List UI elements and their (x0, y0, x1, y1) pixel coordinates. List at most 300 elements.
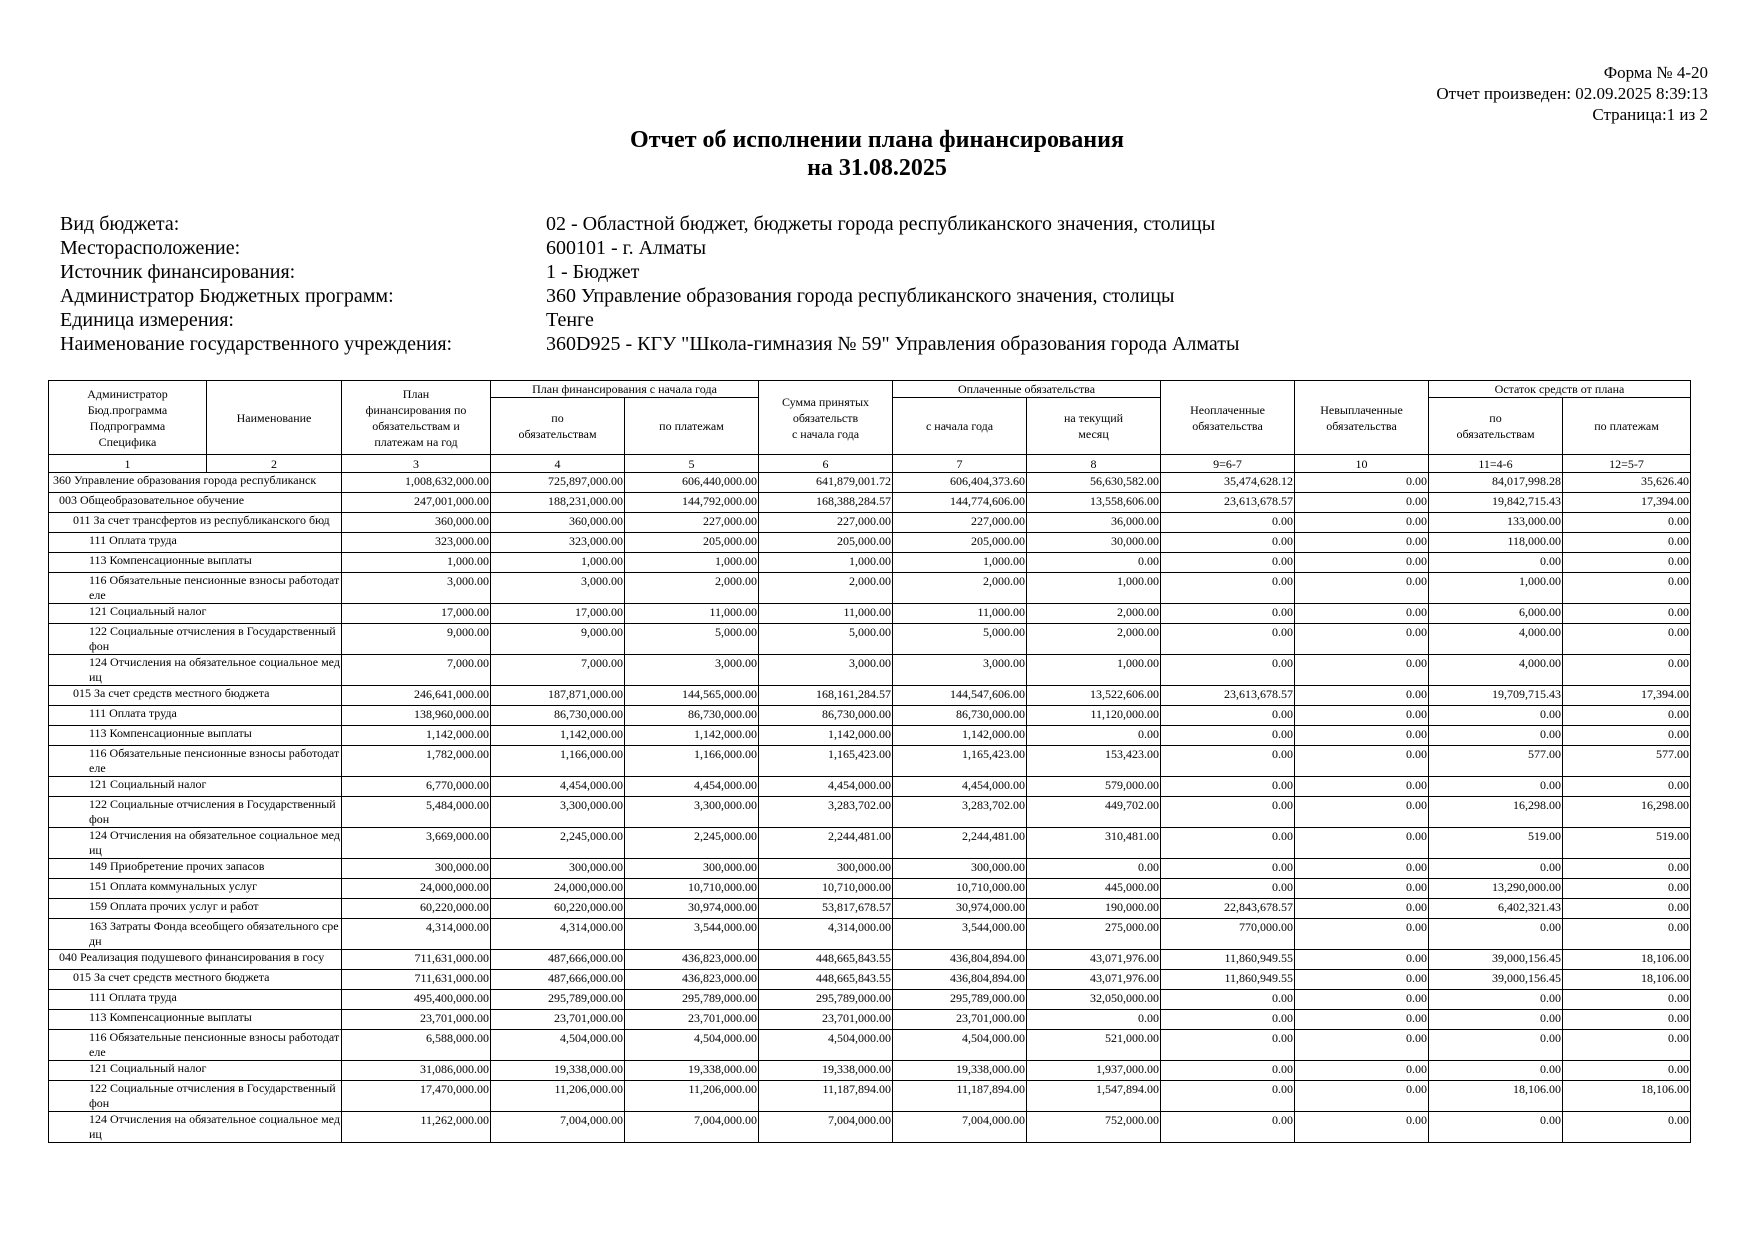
info-value: 600101 - г. Алматы (546, 237, 707, 259)
row-value: 153,423.00 (1027, 746, 1161, 777)
row-value: 0.00 (1295, 828, 1429, 859)
report-info-block (60, 212, 1239, 356)
row-value: 60,220,000.00 (491, 899, 625, 919)
row-value: 4,314,000.00 (491, 919, 625, 950)
row-value: 43,071,976.00 (1027, 950, 1161, 970)
row-value: 11,860,949.55 (1161, 950, 1295, 970)
row-value: 0.00 (1295, 950, 1429, 970)
table-row (49, 879, 1691, 899)
row-value: 641,879,001.72 (759, 473, 893, 493)
row-value: 18,106.00 (1563, 1081, 1691, 1112)
column-number: 3 (342, 455, 491, 473)
table-row (49, 1081, 1691, 1112)
row-value: 6,000.00 (1429, 604, 1563, 624)
row-value: 711,631,000.00 (342, 950, 491, 970)
row-value: 3,000.00 (625, 655, 759, 686)
row-value: 0.00 (1295, 899, 1429, 919)
header-plan-start: План финансирования с начала года (491, 381, 759, 398)
table-row (49, 859, 1691, 879)
row-value: 1,142,000.00 (625, 726, 759, 746)
row-value: 0.00 (1429, 777, 1563, 797)
header-plan-pay: по платежам (625, 398, 759, 455)
row-name: 360 Управление образования города республиканск (49, 473, 342, 493)
row-value: 436,804,894.00 (893, 970, 1027, 990)
row-value: 0.00 (1563, 553, 1691, 573)
row-value: 4,000.00 (1429, 655, 1563, 686)
row-value: 11,187,894.00 (759, 1081, 893, 1112)
row-value: 0.00 (1563, 513, 1691, 533)
row-value: 0.00 (1161, 553, 1295, 573)
header-plan-year: План финансирования по обязательствам и платежам на год (342, 381, 491, 455)
row-value: 2,244,481.00 (759, 828, 893, 859)
header-accepted: Сумма принятых обязательств с начала года (759, 381, 893, 455)
row-value: 30,974,000.00 (625, 899, 759, 919)
table-row (49, 950, 1691, 970)
row-value: 23,701,000.00 (893, 1010, 1027, 1030)
column-number: 7 (893, 455, 1027, 473)
row-value: 32,050,000.00 (1027, 990, 1161, 1010)
table-row (49, 990, 1691, 1010)
row-value: 360,000.00 (491, 513, 625, 533)
info-row (60, 284, 1239, 308)
row-value: 144,774,606.00 (893, 493, 1027, 513)
row-value: 6,588,000.00 (342, 1030, 491, 1061)
row-value: 5,000.00 (893, 624, 1027, 655)
row-value: 23,701,000.00 (759, 1010, 893, 1030)
row-value: 17,000.00 (491, 604, 625, 624)
row-value: 0.00 (1429, 553, 1563, 573)
row-value: 35,626.40 (1563, 473, 1691, 493)
row-value: 4,454,000.00 (491, 777, 625, 797)
row-value: 0.00 (1563, 706, 1691, 726)
info-label: Единица измерения: (60, 309, 234, 331)
row-value: 1,000.00 (625, 553, 759, 573)
row-value: 521,000.00 (1027, 1030, 1161, 1061)
row-value: 60,220,000.00 (342, 899, 491, 919)
table-row (49, 797, 1691, 828)
row-value: 300,000.00 (759, 859, 893, 879)
row-value: 0.00 (1429, 919, 1563, 950)
row-name: 122 Социальные отчисления в Государственный фон (49, 797, 342, 828)
info-label: Администратор Бюджетных программ: (60, 285, 394, 307)
row-value: 19,709,715.43 (1429, 686, 1563, 706)
row-value: 0.00 (1563, 1112, 1691, 1143)
row-value: 436,804,894.00 (893, 950, 1027, 970)
page-indicator: Страница:1 из 2 (1592, 105, 1708, 124)
table-body (49, 473, 1691, 1143)
report-title-date: на 31.08.2025 (807, 155, 947, 181)
info-value: 360 Управление образования города республиканского значения, столицы (546, 285, 1175, 307)
row-name: 149 Приобретение прочих запасов (49, 859, 342, 879)
row-value: 86,730,000.00 (625, 706, 759, 726)
row-value: 39,000,156.45 (1429, 970, 1563, 990)
row-value: 18,106.00 (1563, 950, 1691, 970)
row-value: 0.00 (1295, 706, 1429, 726)
row-value: 11,187,894.00 (893, 1081, 1027, 1112)
row-value: 205,000.00 (893, 533, 1027, 553)
row-value: 11,120,000.00 (1027, 706, 1161, 726)
row-value: 16,298.00 (1563, 797, 1691, 828)
row-value: 3,300,000.00 (491, 797, 625, 828)
row-value: 24,000,000.00 (342, 879, 491, 899)
row-value: 0.00 (1563, 573, 1691, 604)
row-value: 3,000.00 (491, 573, 625, 604)
row-value: 0.00 (1563, 655, 1691, 686)
table-row (49, 1112, 1691, 1143)
row-value: 2,244,481.00 (893, 828, 1027, 859)
row-value: 0.00 (1295, 1010, 1429, 1030)
row-value: 711,631,000.00 (342, 970, 491, 990)
row-value: 0.00 (1295, 655, 1429, 686)
row-value: 227,000.00 (759, 513, 893, 533)
row-name: 011 За счет трансфертов из республиканского бюд (49, 513, 342, 533)
row-value: 1,008,632,000.00 (342, 473, 491, 493)
row-name: 124 Отчисления на обязательное социальное медиц (49, 828, 342, 859)
row-value: 0.00 (1295, 1061, 1429, 1081)
header-remain: Остаток средств от плана (1429, 381, 1691, 398)
row-value: 17,470,000.00 (342, 1081, 491, 1112)
row-value: 2,245,000.00 (491, 828, 625, 859)
row-value: 1,166,000.00 (491, 746, 625, 777)
row-name: 113 Компенсационные выплаты (49, 553, 342, 573)
row-value: 133,000.00 (1429, 513, 1563, 533)
row-value: 0.00 (1161, 624, 1295, 655)
row-value: 19,338,000.00 (625, 1061, 759, 1081)
row-value: 23,613,678.57 (1161, 493, 1295, 513)
report-title-line1: Отчет об исполнении плана финансирования (630, 127, 1124, 153)
row-value: 17,394.00 (1563, 493, 1691, 513)
row-value: 0.00 (1161, 573, 1295, 604)
row-value: 752,000.00 (1027, 1112, 1161, 1143)
report-title (0, 126, 1754, 182)
row-value: 295,789,000.00 (625, 990, 759, 1010)
header-remain-obl: по обязательствам (1429, 398, 1563, 455)
row-value: 0.00 (1295, 553, 1429, 573)
row-value: 1,000.00 (1027, 655, 1161, 686)
row-value: 0.00 (1027, 1010, 1161, 1030)
row-value: 0.00 (1295, 473, 1429, 493)
table-row (49, 706, 1691, 726)
row-value: 0.00 (1027, 553, 1161, 573)
row-name: 113 Компенсационные выплаты (49, 1010, 342, 1030)
row-value: 310,481.00 (1027, 828, 1161, 859)
row-value: 1,547,894.00 (1027, 1081, 1161, 1112)
row-value: 0.00 (1295, 990, 1429, 1010)
table-row (49, 493, 1691, 513)
row-value: 3,283,702.00 (893, 797, 1027, 828)
row-value: 31,086,000.00 (342, 1061, 491, 1081)
row-value: 577.00 (1563, 746, 1691, 777)
row-value: 436,823,000.00 (625, 970, 759, 990)
row-value: 18,106.00 (1429, 1081, 1563, 1112)
row-value: 0.00 (1429, 1061, 1563, 1081)
info-label: Наименование государственного учреждения: (60, 333, 453, 355)
row-value: 300,000.00 (342, 859, 491, 879)
table-header (49, 381, 1691, 473)
row-value: 1,142,000.00 (759, 726, 893, 746)
row-value: 11,262,000.00 (342, 1112, 491, 1143)
row-value: 23,701,000.00 (625, 1010, 759, 1030)
header-paid: Оплаченные обязательства (893, 381, 1161, 398)
row-value: 13,522,606.00 (1027, 686, 1161, 706)
row-value: 10,710,000.00 (759, 879, 893, 899)
row-name: 151 Оплата коммунальных услуг (49, 879, 342, 899)
row-value: 6,770,000.00 (342, 777, 491, 797)
header-paid-start: с начала года (893, 398, 1027, 455)
table-row (49, 1061, 1691, 1081)
row-name: 122 Социальные отчисления в Государственный фон (49, 1081, 342, 1112)
row-value: 18,106.00 (1563, 970, 1691, 990)
row-name: 015 За счет средств местного бюджета (49, 970, 342, 990)
info-label: Источник финансирования: (60, 261, 296, 283)
row-value: 0.00 (1563, 604, 1691, 624)
row-value: 6,402,321.43 (1429, 899, 1563, 919)
row-value: 0.00 (1295, 533, 1429, 553)
header-plan-obl: по обязательствам (491, 398, 625, 455)
info-row (60, 212, 1239, 236)
row-value: 0.00 (1161, 533, 1295, 553)
row-value: 30,000.00 (1027, 533, 1161, 553)
row-value: 0.00 (1429, 1112, 1563, 1143)
row-value: 2,000.00 (1027, 604, 1161, 624)
financing-table (48, 380, 1691, 1143)
row-value: 0.00 (1161, 828, 1295, 859)
row-value: 11,860,949.55 (1161, 970, 1295, 990)
table-row (49, 473, 1691, 493)
column-number: 9=6-7 (1161, 455, 1295, 473)
row-name: 121 Социальный налог (49, 1061, 342, 1081)
row-value: 187,871,000.00 (491, 686, 625, 706)
table-row (49, 604, 1691, 624)
row-name: 003 Общеобразовательное обучение (49, 493, 342, 513)
row-value: 0.00 (1161, 859, 1295, 879)
info-value: Тенге (546, 309, 594, 331)
row-value: 0.00 (1295, 746, 1429, 777)
row-value: 1,937,000.00 (1027, 1061, 1161, 1081)
row-value: 2,245,000.00 (625, 828, 759, 859)
table-row (49, 828, 1691, 859)
row-value: 2,000.00 (625, 573, 759, 604)
row-value: 0.00 (1161, 513, 1295, 533)
row-value: 36,000.00 (1027, 513, 1161, 533)
row-value: 1,000.00 (759, 553, 893, 573)
row-value: 360,000.00 (342, 513, 491, 533)
row-value: 13,558,606.00 (1027, 493, 1161, 513)
column-number: 2 (207, 455, 342, 473)
table-row (49, 686, 1691, 706)
row-value: 0.00 (1563, 624, 1691, 655)
row-value: 0.00 (1295, 859, 1429, 879)
row-value: 0.00 (1027, 726, 1161, 746)
row-value: 487,666,000.00 (491, 970, 625, 990)
row-value: 0.00 (1563, 859, 1691, 879)
row-value: 275,000.00 (1027, 919, 1161, 950)
row-value: 1,000.00 (1429, 573, 1563, 604)
row-value: 16,298.00 (1429, 797, 1563, 828)
row-value: 0.00 (1563, 777, 1691, 797)
row-value: 0.00 (1295, 777, 1429, 797)
row-value: 138,960,000.00 (342, 706, 491, 726)
row-value: 323,000.00 (342, 533, 491, 553)
row-value: 487,666,000.00 (491, 950, 625, 970)
row-value: 17,394.00 (1563, 686, 1691, 706)
column-numbers-row (49, 455, 1691, 473)
row-value: 7,004,000.00 (893, 1112, 1027, 1143)
row-value: 7,004,000.00 (625, 1112, 759, 1143)
table-row (49, 1030, 1691, 1061)
row-value: 247,001,000.00 (342, 493, 491, 513)
row-value: 0.00 (1563, 533, 1691, 553)
row-value: 0.00 (1429, 726, 1563, 746)
row-value: 3,000.00 (893, 655, 1027, 686)
row-value: 0.00 (1295, 726, 1429, 746)
row-value: 7,000.00 (342, 655, 491, 686)
row-value: 86,730,000.00 (491, 706, 625, 726)
form-header (1436, 62, 1708, 125)
row-value: 86,730,000.00 (893, 706, 1027, 726)
row-value: 0.00 (1161, 1061, 1295, 1081)
row-value: 10,710,000.00 (893, 879, 1027, 899)
row-value: 0.00 (1563, 1010, 1691, 1030)
info-row (60, 260, 1239, 284)
row-value: 35,474,628.12 (1161, 473, 1295, 493)
column-number: 1 (49, 455, 207, 473)
row-value: 1,166,000.00 (625, 746, 759, 777)
table-row (49, 746, 1691, 777)
row-value: 190,000.00 (1027, 899, 1161, 919)
row-value: 227,000.00 (625, 513, 759, 533)
row-value: 7,004,000.00 (759, 1112, 893, 1143)
table-row (49, 573, 1691, 604)
row-value: 3,000.00 (342, 573, 491, 604)
row-value: 0.00 (1161, 1081, 1295, 1112)
table-row (49, 899, 1691, 919)
row-name: 116 Обязательные пенсионные взносы работодателе (49, 1030, 342, 1061)
row-value: 3,669,000.00 (342, 828, 491, 859)
row-value: 168,161,284.57 (759, 686, 893, 706)
row-value: 227,000.00 (893, 513, 1027, 533)
column-number: 4 (491, 455, 625, 473)
row-value: 0.00 (1295, 604, 1429, 624)
row-value: 1,142,000.00 (491, 726, 625, 746)
row-name: 116 Обязательные пенсионные взносы работодателе (49, 573, 342, 604)
info-label: Вид бюджета: (60, 213, 180, 235)
info-value: 360D925 - КГУ "Школа-гимназия № 59" Управления образования города Алматы (546, 333, 1240, 355)
form-number: Форма № 4-20 (1603, 63, 1708, 82)
row-value: 0.00 (1161, 1010, 1295, 1030)
row-value: 300,000.00 (491, 859, 625, 879)
info-value: 02 - Областной бюджет, бюджеты города республиканского значения, столицы (546, 213, 1216, 235)
row-name: 122 Социальные отчисления в Государственный фон (49, 624, 342, 655)
row-value: 0.00 (1161, 990, 1295, 1010)
row-name: 015 За счет средств местного бюджета (49, 686, 342, 706)
row-value: 725,897,000.00 (491, 473, 625, 493)
row-value: 1,000.00 (1027, 573, 1161, 604)
row-value: 295,789,000.00 (491, 990, 625, 1010)
report-produced: Отчет произведен: 02.09.2025 8:39:13 (1436, 84, 1708, 103)
header-remain-pay: по платежам (1563, 398, 1691, 455)
header-paid-month: на текущий месяц (1027, 398, 1161, 455)
row-value: 4,000.00 (1429, 624, 1563, 655)
row-value: 0.00 (1429, 990, 1563, 1010)
row-value: 0.00 (1563, 1061, 1691, 1081)
row-value: 0.00 (1161, 655, 1295, 686)
row-value: 2,000.00 (759, 573, 893, 604)
row-name: 040 Реализация подушевого финансирования в госу (49, 950, 342, 970)
row-value: 0.00 (1295, 513, 1429, 533)
row-value: 11,206,000.00 (625, 1081, 759, 1112)
row-value: 579,000.00 (1027, 777, 1161, 797)
row-value: 0.00 (1161, 797, 1295, 828)
row-value: 5,484,000.00 (342, 797, 491, 828)
row-name: 116 Обязательные пенсионные взносы работодателе (49, 746, 342, 777)
row-value: 43,071,976.00 (1027, 970, 1161, 990)
row-value: 2,000.00 (1027, 624, 1161, 655)
row-value: 300,000.00 (625, 859, 759, 879)
row-value: 4,314,000.00 (759, 919, 893, 950)
row-value: 188,231,000.00 (491, 493, 625, 513)
row-value: 323,000.00 (491, 533, 625, 553)
row-name: 159 Оплата прочих услуг и работ (49, 899, 342, 919)
row-value: 0.00 (1563, 879, 1691, 899)
row-name: 111 Оплата труда (49, 533, 342, 553)
row-value: 246,641,000.00 (342, 686, 491, 706)
table-row (49, 513, 1691, 533)
row-value: 445,000.00 (1027, 879, 1161, 899)
row-value: 39,000,156.45 (1429, 950, 1563, 970)
row-value: 144,792,000.00 (625, 493, 759, 513)
row-name: 111 Оплата труда (49, 706, 342, 726)
row-value: 0.00 (1161, 879, 1295, 899)
row-value: 1,000.00 (342, 553, 491, 573)
row-value: 23,613,678.57 (1161, 686, 1295, 706)
row-name: 124 Отчисления на обязательное социальное медиц (49, 655, 342, 686)
row-value: 205,000.00 (759, 533, 893, 553)
row-value: 0.00 (1161, 1030, 1295, 1061)
row-value: 86,730,000.00 (759, 706, 893, 726)
row-value: 0.00 (1429, 706, 1563, 726)
row-value: 0.00 (1295, 573, 1429, 604)
row-value: 0.00 (1429, 1030, 1563, 1061)
row-value: 13,290,000.00 (1429, 879, 1563, 899)
row-value: 770,000.00 (1161, 919, 1295, 950)
row-value: 4,504,000.00 (893, 1030, 1027, 1061)
row-value: 4,504,000.00 (625, 1030, 759, 1061)
row-value: 0.00 (1429, 1010, 1563, 1030)
row-value: 0.00 (1295, 919, 1429, 950)
row-value: 1,782,000.00 (342, 746, 491, 777)
row-value: 168,388,284.57 (759, 493, 893, 513)
row-value: 0.00 (1295, 879, 1429, 899)
row-name: 121 Социальный налог (49, 777, 342, 797)
row-value: 0.00 (1295, 970, 1429, 990)
row-value: 1,142,000.00 (893, 726, 1027, 746)
row-value: 17,000.00 (342, 604, 491, 624)
row-value: 24,000,000.00 (491, 879, 625, 899)
row-value: 3,544,000.00 (625, 919, 759, 950)
row-name: 163 Затраты Фонда всеобщего обязательного средн (49, 919, 342, 950)
row-value: 0.00 (1161, 604, 1295, 624)
row-value: 9,000.00 (342, 624, 491, 655)
header-unpaid: Неоплаченные обязательства (1161, 381, 1295, 455)
row-value: 53,817,678.57 (759, 899, 893, 919)
row-value: 1,000.00 (893, 553, 1027, 573)
row-value: 56,630,582.00 (1027, 473, 1161, 493)
row-value: 118,000.00 (1429, 533, 1563, 553)
row-value: 0.00 (1027, 859, 1161, 879)
column-number: 12=5-7 (1563, 455, 1691, 473)
row-value: 4,454,000.00 (893, 777, 1027, 797)
